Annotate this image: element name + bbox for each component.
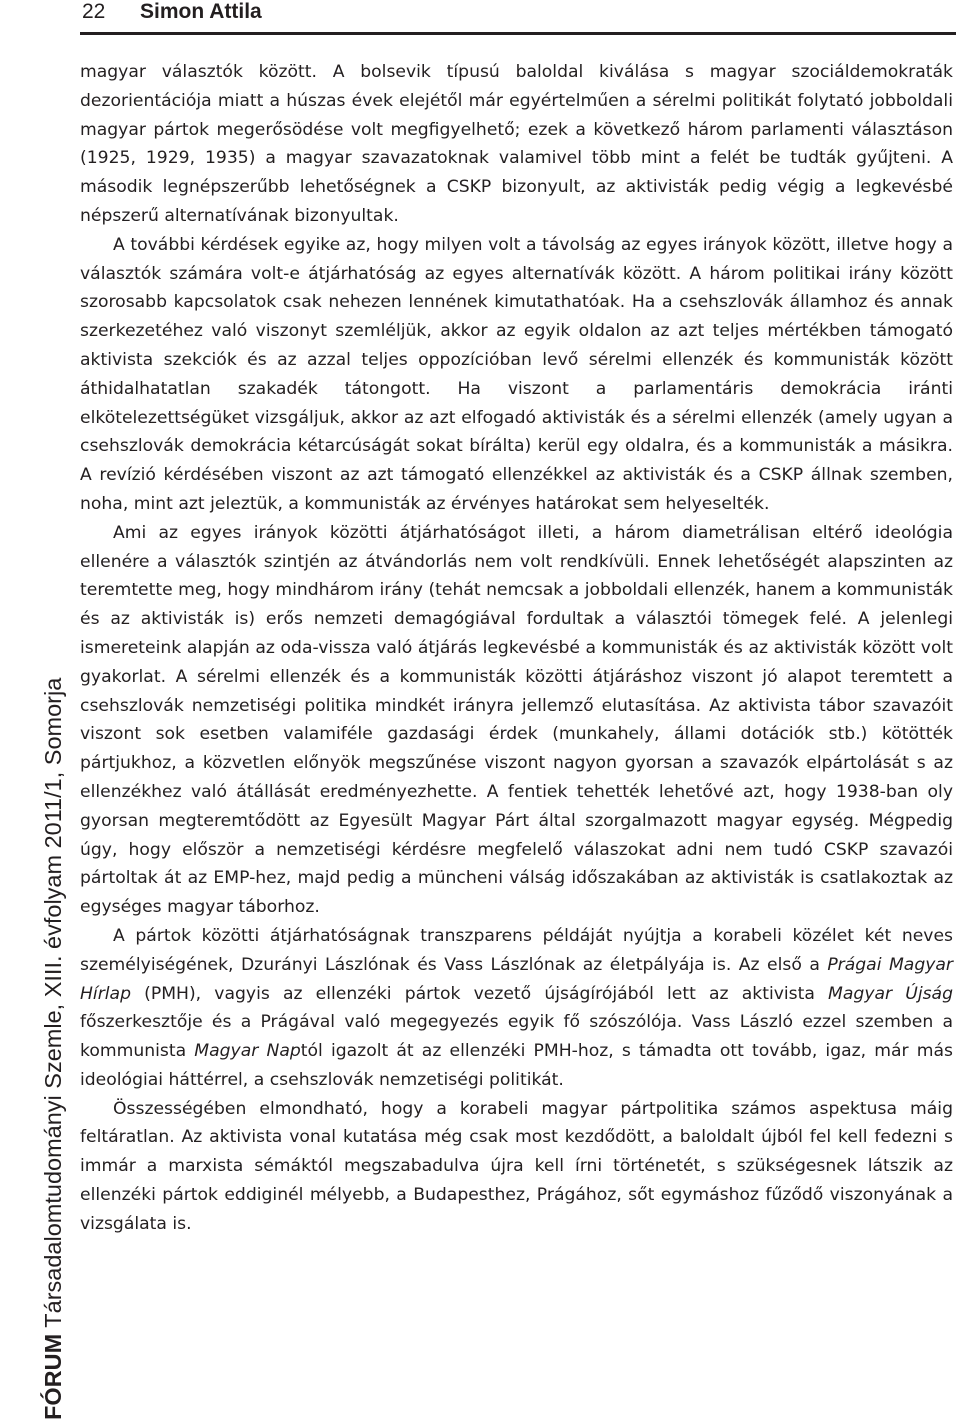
paragraph bbox=[80, 231, 953, 519]
paragraph bbox=[80, 1095, 953, 1239]
text-run: magyar választók között. A bolsevik típusú baloldal kiválása s magyar szociáldemokraták dezorientációja miatt a húszas évek elejétől már egyértelműen a sérelmi politikát folytató jobboldali magyar pártok megerősödése volt megfigyelhető; ezek a következő három parlamenti választáson (1925, 1929, 1935) a magyar szavazatoknak valamivel több mint a felét be tudták gyűjteni. A második legnépszerűbb lehetőségnek a CSKP bizonyult, az aktivisták pedig végig a legkevésbé népszerű alternatívának bizonyultak. bbox=[80, 62, 953, 226]
journal-sidebar bbox=[0, 0, 66, 1422]
text-run-italic: Magyar Újság bbox=[828, 983, 953, 1004]
running-header bbox=[80, 0, 956, 36]
running-head-author: Simon Attila bbox=[140, 0, 262, 23]
text-run: A további kérdések egyike az, hogy milyen volt a távolság az egyes irányok között, illetve hogy a választók számára volt-e átjárhatóság az egyes alternatívák között. A három politikai irány között szorosabb kapcsolatok csak nehezen lennének kimutathatóak. Ha a csehszlovák államhoz és annak szerkezetéhez való viszonyt szemléljük, akkor az egyik oldalon az azt teljes mértékben támogató aktivista szekciók és az azzal teljes oppozícióban levő sérelmi ellenzék és kommunisták között áthidalhatatlan szakadék tátongott. Ha viszont a parlamentáris demokrácia iránti elkötelezettségüket vizsgáljuk, akkor az azt elfogadó aktivisták és a sérelmi ellenzék (amely ugyan a csehszlovák demokrácia kétarcúságát sokat bírálta) kerül egy oldalra, és a kommunisták a másikra. A revízió kérdésében viszont az azt támogató ellenzékkel az aktivisták és a CSKP állnak szemben, noha, mint azt jeleztük, a kommunisták az érvényes határokat sem helyeselték. bbox=[80, 234, 953, 514]
text-run: Összességében elmondható, hogy a korabeli magyar pártpolitika számos aspektusa máig feltáratlan. Az aktivista vonal kutatása még csak most kezdődött, a baloldalt újból fel kell fedezni s immár a marxista sémáktól megszabadulva újra kell írni történetét, s szükségesnek látszik az ellenzéki pártok eddiginél mélyebb, a Budapesthez, Prágához, sőt egymáshoz fűződő viszonyának a vizsgálata is. bbox=[80, 1098, 953, 1234]
journal-details: Társadalomtudományi Szemle, XIII. évfolyam 2011/1, Somorja bbox=[40, 677, 66, 1328]
text-run: Ami az egyes irányok közötti átjárhatóságot illeti, a három diametrálisan eltérő ideológia ellenére a választók szintjén az átvándorlás nem volt rendkívüli. Ennek lehetőségét alapszinten az teremtette meg, hogy mindhárom irány (tehát nemcsak a jobboldali ellenzék, hanem a kommunisták és az aktivisták is) erős nemzeti demagógiával fordultak a választói tömegek felé. A jelenlegi ismereteink alapján az oda-vissza való átjárás legkevésbé a kommunisták és az aktivisták között volt gyakorlat. A sérelmi ellenzék és a kommunisták közötti átjáráshoz viszont jó alapot teremtett a csehszlovák nemzetiségi politika mindkét irányra jellemző elutasítása. Az aktivista tábor szavazóit viszont sok esetben valamiféle gazdasági érdek (munkahely, állami dotációk stb.) kötötték pártjukhoz, a közvetlen előnyök megszűnése viszont nagyon gyorsan a szavazók elpártolását s az ellenzékhez való átállását eredményezhette. A fentiek tehették lehetővé azt, hogy 1938-ban oly gyorsan megteremtődött az Egyesült Magyar Párt által szorgalmazott magyar egység. Mégpedig úgy, hogy először a nemzetiségi kérdésre megfelelő válaszokat adni nem tudó CSKP szavazói pártoltak át az EMP-hez, majd pedig a müncheni válság időszakában az aktivisták is csatlakoztak az egységes magyar táborhoz. bbox=[80, 522, 953, 918]
text-run: A pártok közötti átjárhatóságnak transzparens példáját nyújtja a korabeli közélet két neves személyiségének, Dzurányi Lászlónak és Vass Lászlónak az életpályája is. Az első a bbox=[80, 925, 953, 975]
text-run: (PMH), vagyis az ellenzéki pártok vezető újságírójából lett az aktivista bbox=[130, 983, 829, 1004]
text-run-italic: Prágai Magyar Hírlap bbox=[80, 954, 953, 1004]
page-number: 22 bbox=[82, 0, 106, 23]
paragraph bbox=[80, 922, 953, 1095]
journal-title-vertical bbox=[40, 678, 66, 1420]
journal-name: FÓRUM bbox=[40, 1333, 66, 1420]
text-run: főszerkesztője és a Prágával való megegyezés egyik fő szószólója. Vass László ezzel szemben a kommunista bbox=[80, 1012, 953, 1062]
paragraph bbox=[80, 58, 953, 231]
article-body bbox=[80, 58, 953, 1239]
text-run-italic: Magyar Nap bbox=[194, 1041, 301, 1062]
paragraph bbox=[80, 519, 953, 922]
text-run: tól igazolt át az ellenzéki PMH-hoz, s támadta ott tovább, igaz, már más ideológiai háttérrel, a csehszlovák nemzetiségi politikát. bbox=[80, 1041, 953, 1090]
header-rule bbox=[80, 32, 956, 35]
